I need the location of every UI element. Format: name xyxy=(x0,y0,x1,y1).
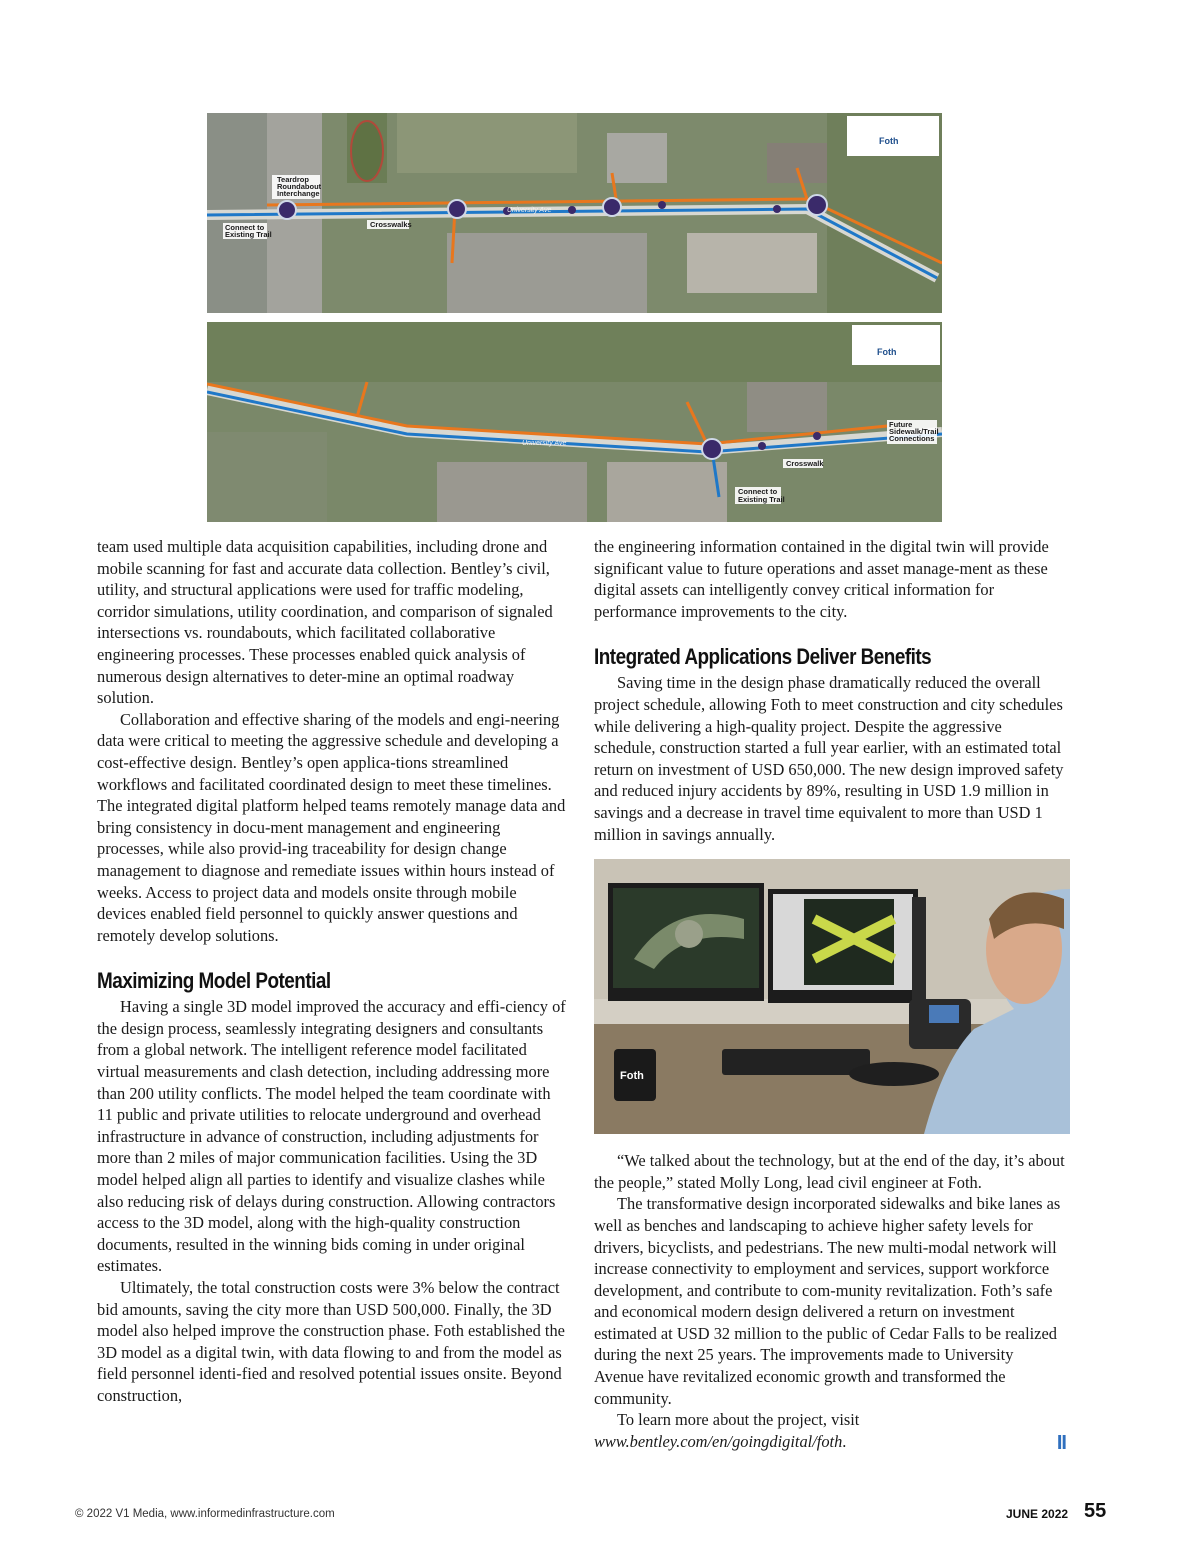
engineer-workstation-photo xyxy=(594,859,1070,1134)
map-label-teardrop-3: Interchange xyxy=(277,189,320,198)
left-column xyxy=(97,536,569,1407)
right-paragraph-1: the engineering information contained in the digital twin will provide significant value to future operations and asset manage-ment as these digital assets can intelligently convey critical information for performance improvements to the city. xyxy=(594,537,1049,621)
left-paragraph-4: Ultimately, the total construction costs were 3% below the contract bid amounts, saving the city more than USD 500,000. Finally, the 3D model also helped improve the construction phase. Foth established the 3D model as a digital twin, with data flowing to and from the model as field personnel identi-fied and resolved potential issues onsite. Beyond construction, xyxy=(97,1278,565,1405)
left-paragraph-3: Having a single 3D model improved the accuracy and effi-ciency of the design process, seamlessly integrating designers and consultants from a global network. The intelligent reference model facilitated virtual measurements and clash detection, including addressing more than 200 utility conflicts. The model helped the team coordinate with 11 public and private utilities to relocate underground and overhead infrastructure in advance of construction, including adjustments for more than 2 miles of major communication facilities. Using the 3D model helped align all parties to identify and visualize clashes while also reducing risk of delays during construction. Allowing contractors access to the 3D model, along with the high-quality construction documents, resulted in the winning bids coming in under original estimates. xyxy=(97,997,566,1276)
map-label-teardrop-2: Roundabout xyxy=(277,182,322,191)
corridor-map-top xyxy=(207,113,942,313)
map-label-crosswalk: Crosswalk xyxy=(786,459,824,468)
aerial-map-bottom-graphic xyxy=(207,322,942,522)
section-heading-integrated: Integrated Applications Deliver Benefits xyxy=(594,644,932,670)
map-label-future-1: Future xyxy=(889,420,913,429)
map-label-connect-b1: Connect to xyxy=(738,487,778,496)
mug-logo: Foth xyxy=(620,1070,644,1083)
footer-issue-date: JUNE 2022 xyxy=(1006,1507,1069,1521)
right-paragraph-4: The transformative design incorporated sidewalks and bike lanes as well as benches and landscaping to achieve higher safety levels for drivers, bicyclists, and pedestrians. The new multi-modal network will increase connectivity to employment and services, support workforce development, and contribute to com-munity revitalization. Foth’s safe and economical modern design delivered a return on investment estimated at USD 32 million to the public of Cedar Falls to be realized during the next 25 years. The improvements made to University Avenue have revitalized economic growth and transformed the community. xyxy=(594,1194,1061,1408)
workstation-photo-graphic xyxy=(594,859,1070,1134)
map-label-connect-2: Existing Trail xyxy=(225,230,272,239)
learn-more-end: . xyxy=(842,1431,847,1451)
left-paragraph-2: Collaboration and effective sharing of the models and engi-neering data were critical to meeting the aggressive schedule and developing a cost-effective design. Bentley’s open applica-tions streamlined workflows and facilitated coordinated design to meet these timelines. The integrated digital platform helped teams remotely manage data and bring consistency in docu-ment management and engineering processes, while also provid-ing traceability for design change management to diagnose and remediate issues within hours instead of weeks. Access to project data and models onsite through mobile devices enabled field personnel to quickly answer questions and remotely develop solutions. xyxy=(97,709,566,945)
right-paragraph-5 xyxy=(594,1409,1066,1452)
footer-page-number: 55 xyxy=(1084,1500,1107,1522)
learn-more-link[interactable]: www.bentley.com/en/goingdigital/foth xyxy=(594,1431,843,1451)
right-column xyxy=(594,536,1066,1454)
map-label-connect-1: Connect to xyxy=(225,223,265,232)
map-label-future-2: Sidewalk/Trail xyxy=(889,427,939,436)
corridor-map-bottom xyxy=(207,322,942,522)
map-label-road: University Ave xyxy=(507,207,552,214)
map-label-teardrop-1: Teardrop xyxy=(277,175,309,184)
map-brand-logo: Foth xyxy=(879,136,899,146)
left-paragraph-1: team used multiple data acquisition capabilities, including drone and mobile scanning for fast and accurate data collection. Bentley’s civil, utility, and structural applications were used for traffic modeling, corridor simulations, utility coordination, and comparison of signaled intersections vs. roundabouts, which facilitated collaborative engineering processes. These processes enabled quick analysis of numerous design alternatives to deter-mine an optimal roadway solution. xyxy=(97,537,553,708)
right-paragraph-3: “We talked about the technology, but at the end of the day, it’s about the people,” stated Molly Long, lead civil engineer at Foth. xyxy=(594,1151,1065,1192)
map-label-road-2: University Ave xyxy=(522,440,567,447)
end-of-article-mark: II xyxy=(1056,1431,1066,1454)
section-heading-maximizing: Maximizing Model Potential xyxy=(97,968,331,994)
map-label-connect-b2: Existing Trail xyxy=(738,495,785,504)
right-paragraph-2: Saving time in the design phase dramatically reduced the overall project schedule, allowing Foth to meet construction and city schedules while delivering a high-quality project. Despite the aggressive schedule, construction started a full year earlier, with an estimated total return on investment of USD 650,000. The new design improved safety and reduced injury accidents by 89%, resulting in USD 1.9 million in savings and a decrease in travel time equivalent to more than USD 1 million in savings annually. xyxy=(594,673,1064,844)
map-label-crosswalks: Crosswalks xyxy=(370,220,412,229)
aerial-map-top-graphic xyxy=(207,113,942,313)
footer-copyright: © 2022 V1 Media, www.informedinfrastructure.com xyxy=(75,1508,335,1520)
map-label-future-3: Connections xyxy=(889,434,935,443)
learn-more-lead: To learn more about the project, visit xyxy=(617,1410,860,1430)
map-brand-logo-2: Foth xyxy=(877,347,897,357)
